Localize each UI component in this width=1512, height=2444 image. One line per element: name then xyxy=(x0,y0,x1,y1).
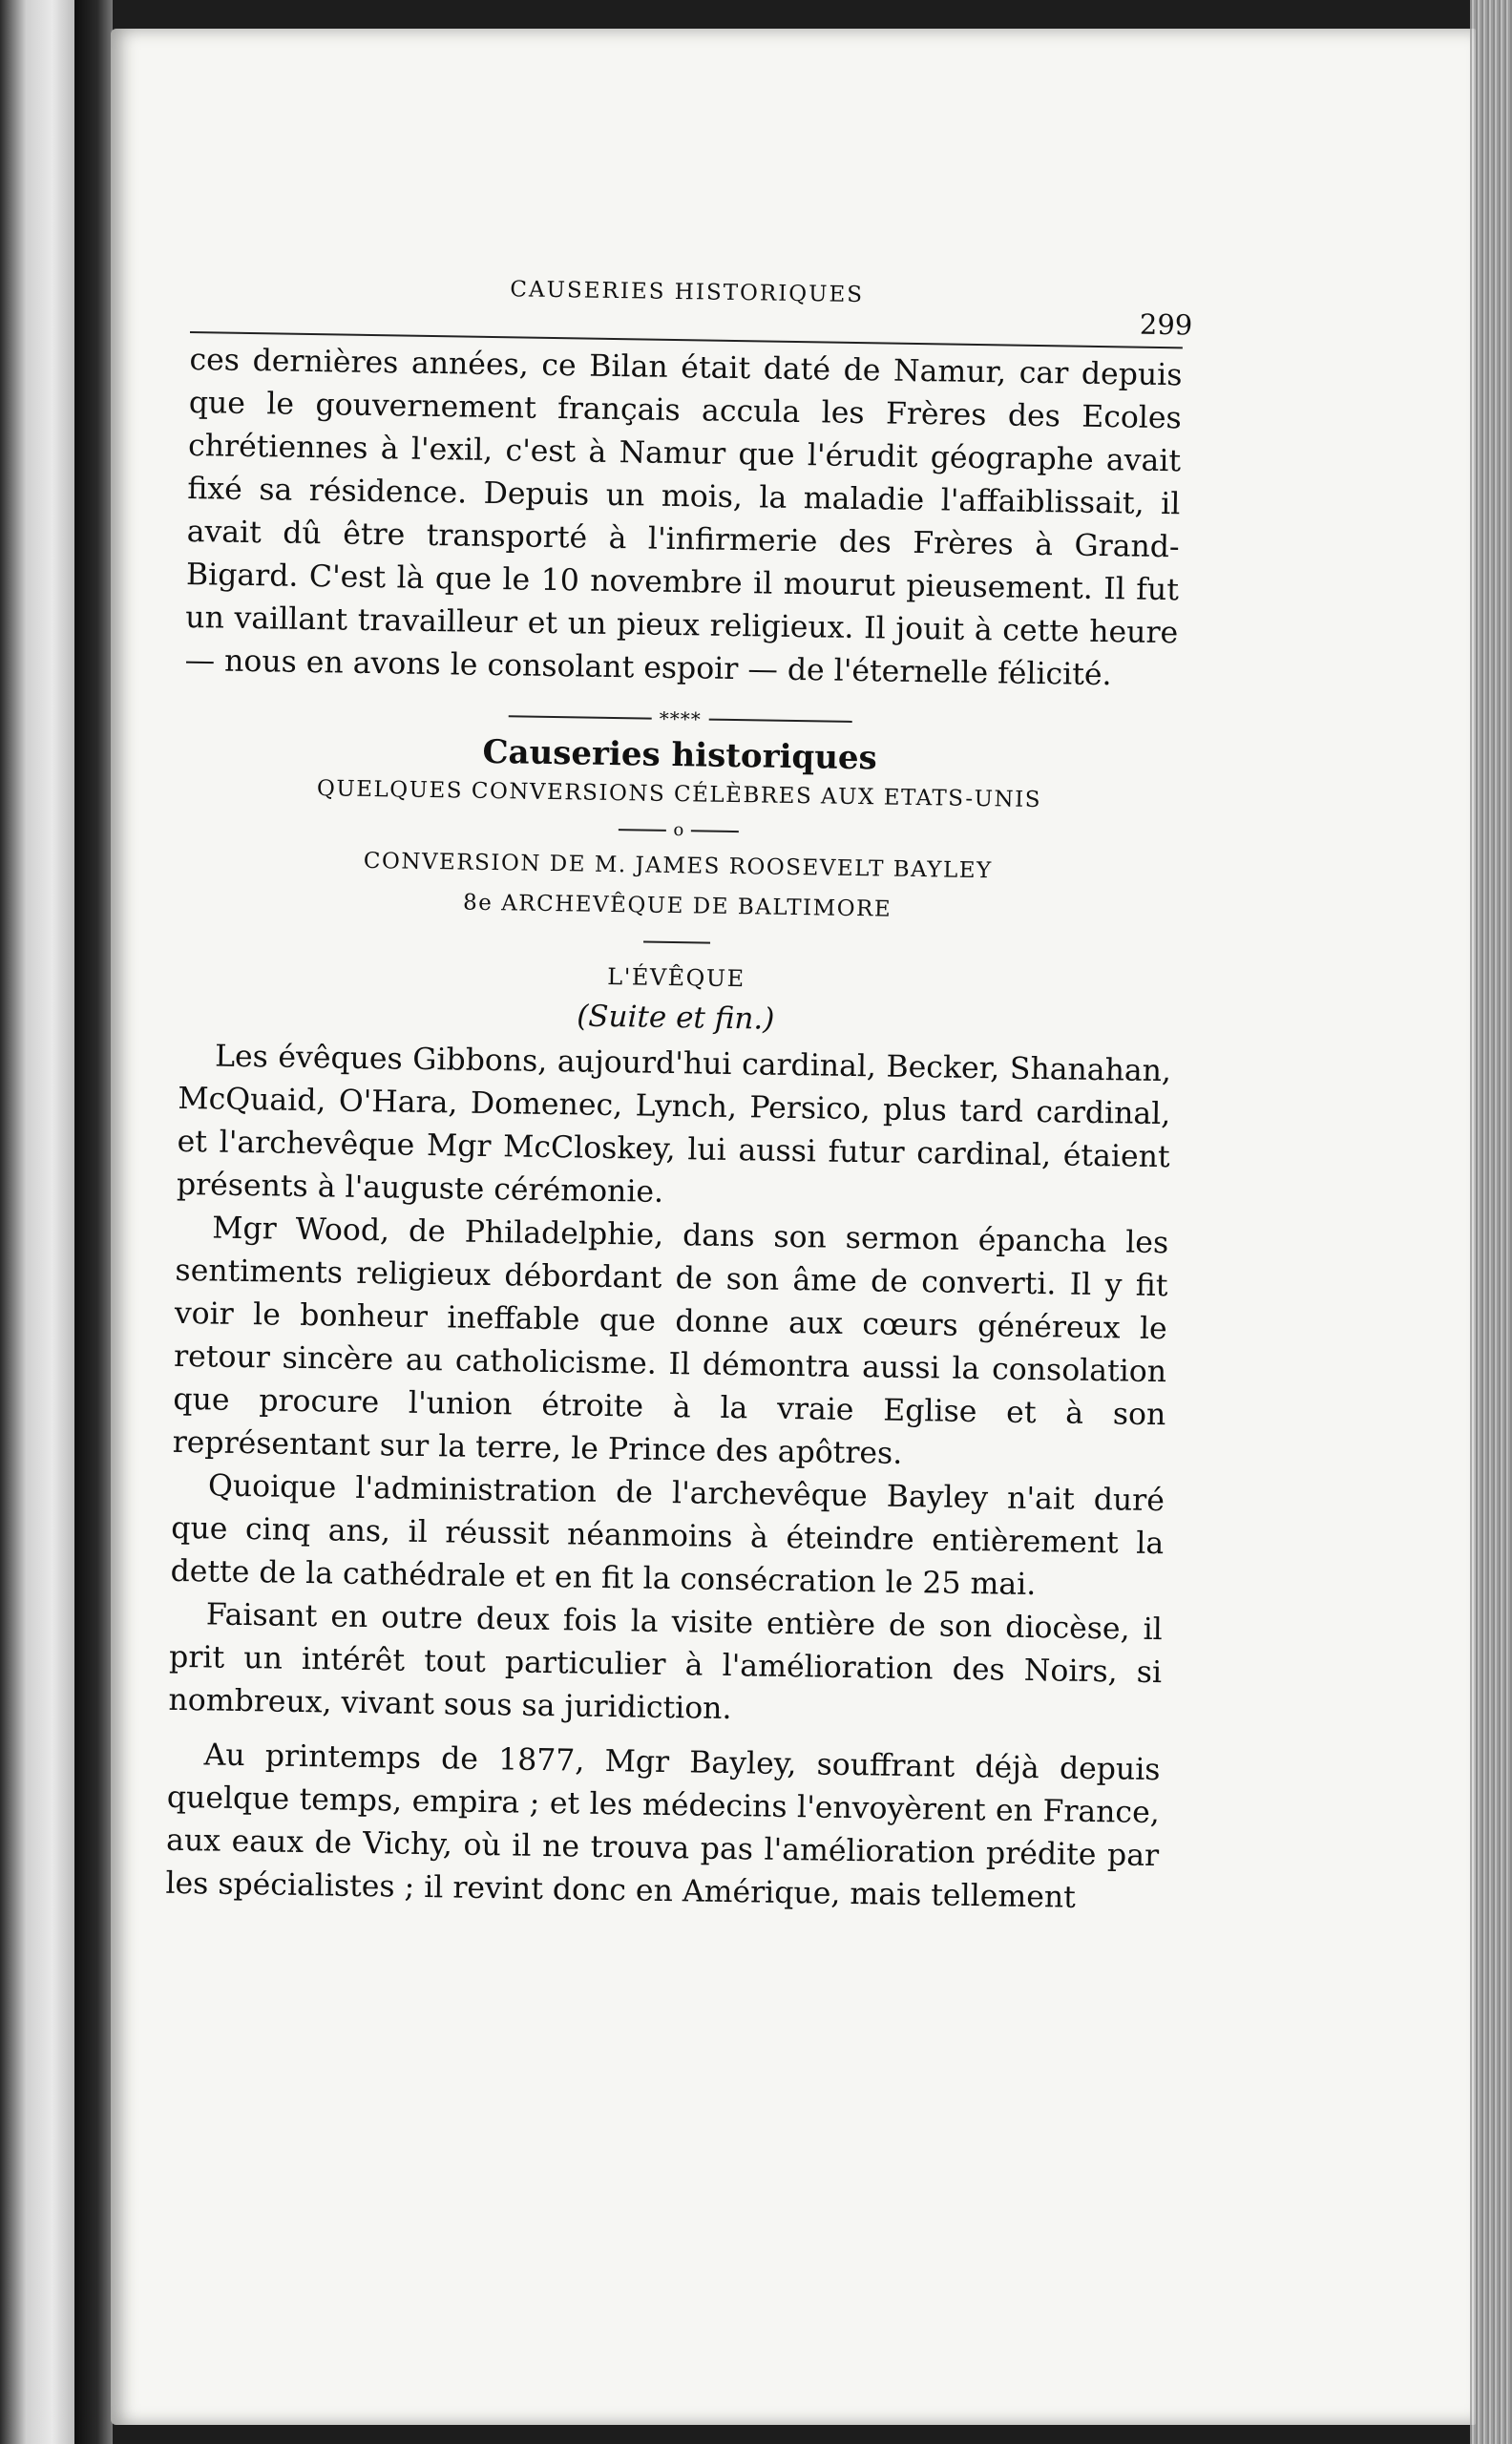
separator-line-right xyxy=(709,719,852,723)
suite-label: (Suite et fin.) xyxy=(576,999,775,1037)
section-title: Causeries historiques xyxy=(482,732,878,778)
page-number: 299 xyxy=(1139,307,1193,342)
running-title: CAUSERIES HISTORIQUES xyxy=(510,277,865,308)
paragraph-administration: Quoique l'administration de l'archevêque Bayley n'ait duré que cinq ans, il réussit néanmoins à éteindre entièrement la dette de la cathédrale et en fit la consécration le 25 mai. xyxy=(170,1468,1166,1603)
archbishop-line: 8e ARCHEVÊQUE DE BALTIMORE xyxy=(462,890,892,922)
conversion-line: CONVERSION DE M. JAMES ROOSEVELT BAYLEY xyxy=(363,848,993,884)
separator-stars-text: **** xyxy=(659,706,702,731)
separator-o xyxy=(182,812,1175,848)
previous-page-edge xyxy=(0,0,74,2444)
separator-o-line-right xyxy=(691,830,739,832)
paragraph-visit: Faisant en outre deux fois la visite entière de son diocèse, il prit un intérêt tout particulier à l'amélioration des Noirs, si nombreux, vivant sous sa juridiction. xyxy=(168,1597,1164,1727)
page-content xyxy=(165,272,1193,1921)
separator-line-left xyxy=(509,715,652,719)
paragraph-bilan: ces dernières années, ce Bilan était daté de Namur, car depuis que le gouvernement français accula les Frères des Ecoles chrétiennes à l'exil, c'est à Namur que l'érudit géographe avait fixé sa résidence. Depuis un mois, la maladie l'affaiblissait, il avait dû être transporté à l'infirmerie des Frères à Grand-Bigard. C'est là que le 10 novembre il mourut pieusement. Il fut un vaillant travailleur et un pieux religieux. Il jouit à cette heure — nous en avons le consolant espoir — de l'éternelle félicité. xyxy=(184,342,1183,693)
page-stack-edge xyxy=(1470,0,1512,2444)
separator-o-line-left xyxy=(618,829,665,832)
book-gutter xyxy=(74,0,113,2444)
short-rule xyxy=(643,941,710,944)
chapter-title: L'ÉVÊQUE xyxy=(607,962,746,993)
separator-o-text: o xyxy=(673,820,684,841)
paragraph-sermon: Mgr Wood, de Philadelphie, dans son sermon épancha les sentiments religieux débordant de son âme de converti. Il y fit voir le bonheur ineffable que donne aux cœurs généreux le retour sincère au catholicisme. Il démontra aussi la consolation que procure l'union étroite à la vraie Eglise et à son représentant sur la terre, le Prince des apôtres. xyxy=(172,1211,1169,1471)
section-subtitle: QUELQUES CONVERSIONS CÉLÈBRES AUX ETATS-UNIS xyxy=(316,776,1042,813)
paragraph-spring-1877: Au printemps de 1877, Mgr Bayley, souffrant déjà depuis quelque temps, empira ; et les médecins l'envoyèrent en France, aux eaux de Vichy, où il ne trouva pas l'amélioration prédite par les spécialistes ; il revint donc en Amérique, mais tellement xyxy=(165,1738,1161,1915)
paragraph-bishops: Les évêques Gibbons, aujourd'hui cardinal, Becker, Shanahan, McQuaid, O'Hara, Domenec, Lynch, Persico, plus tard cardinal, et l'archevêque Mgr McCloskey, lui aussi futur cardinal, étaient présents à l'auguste cérémonie. xyxy=(176,1039,1172,1210)
